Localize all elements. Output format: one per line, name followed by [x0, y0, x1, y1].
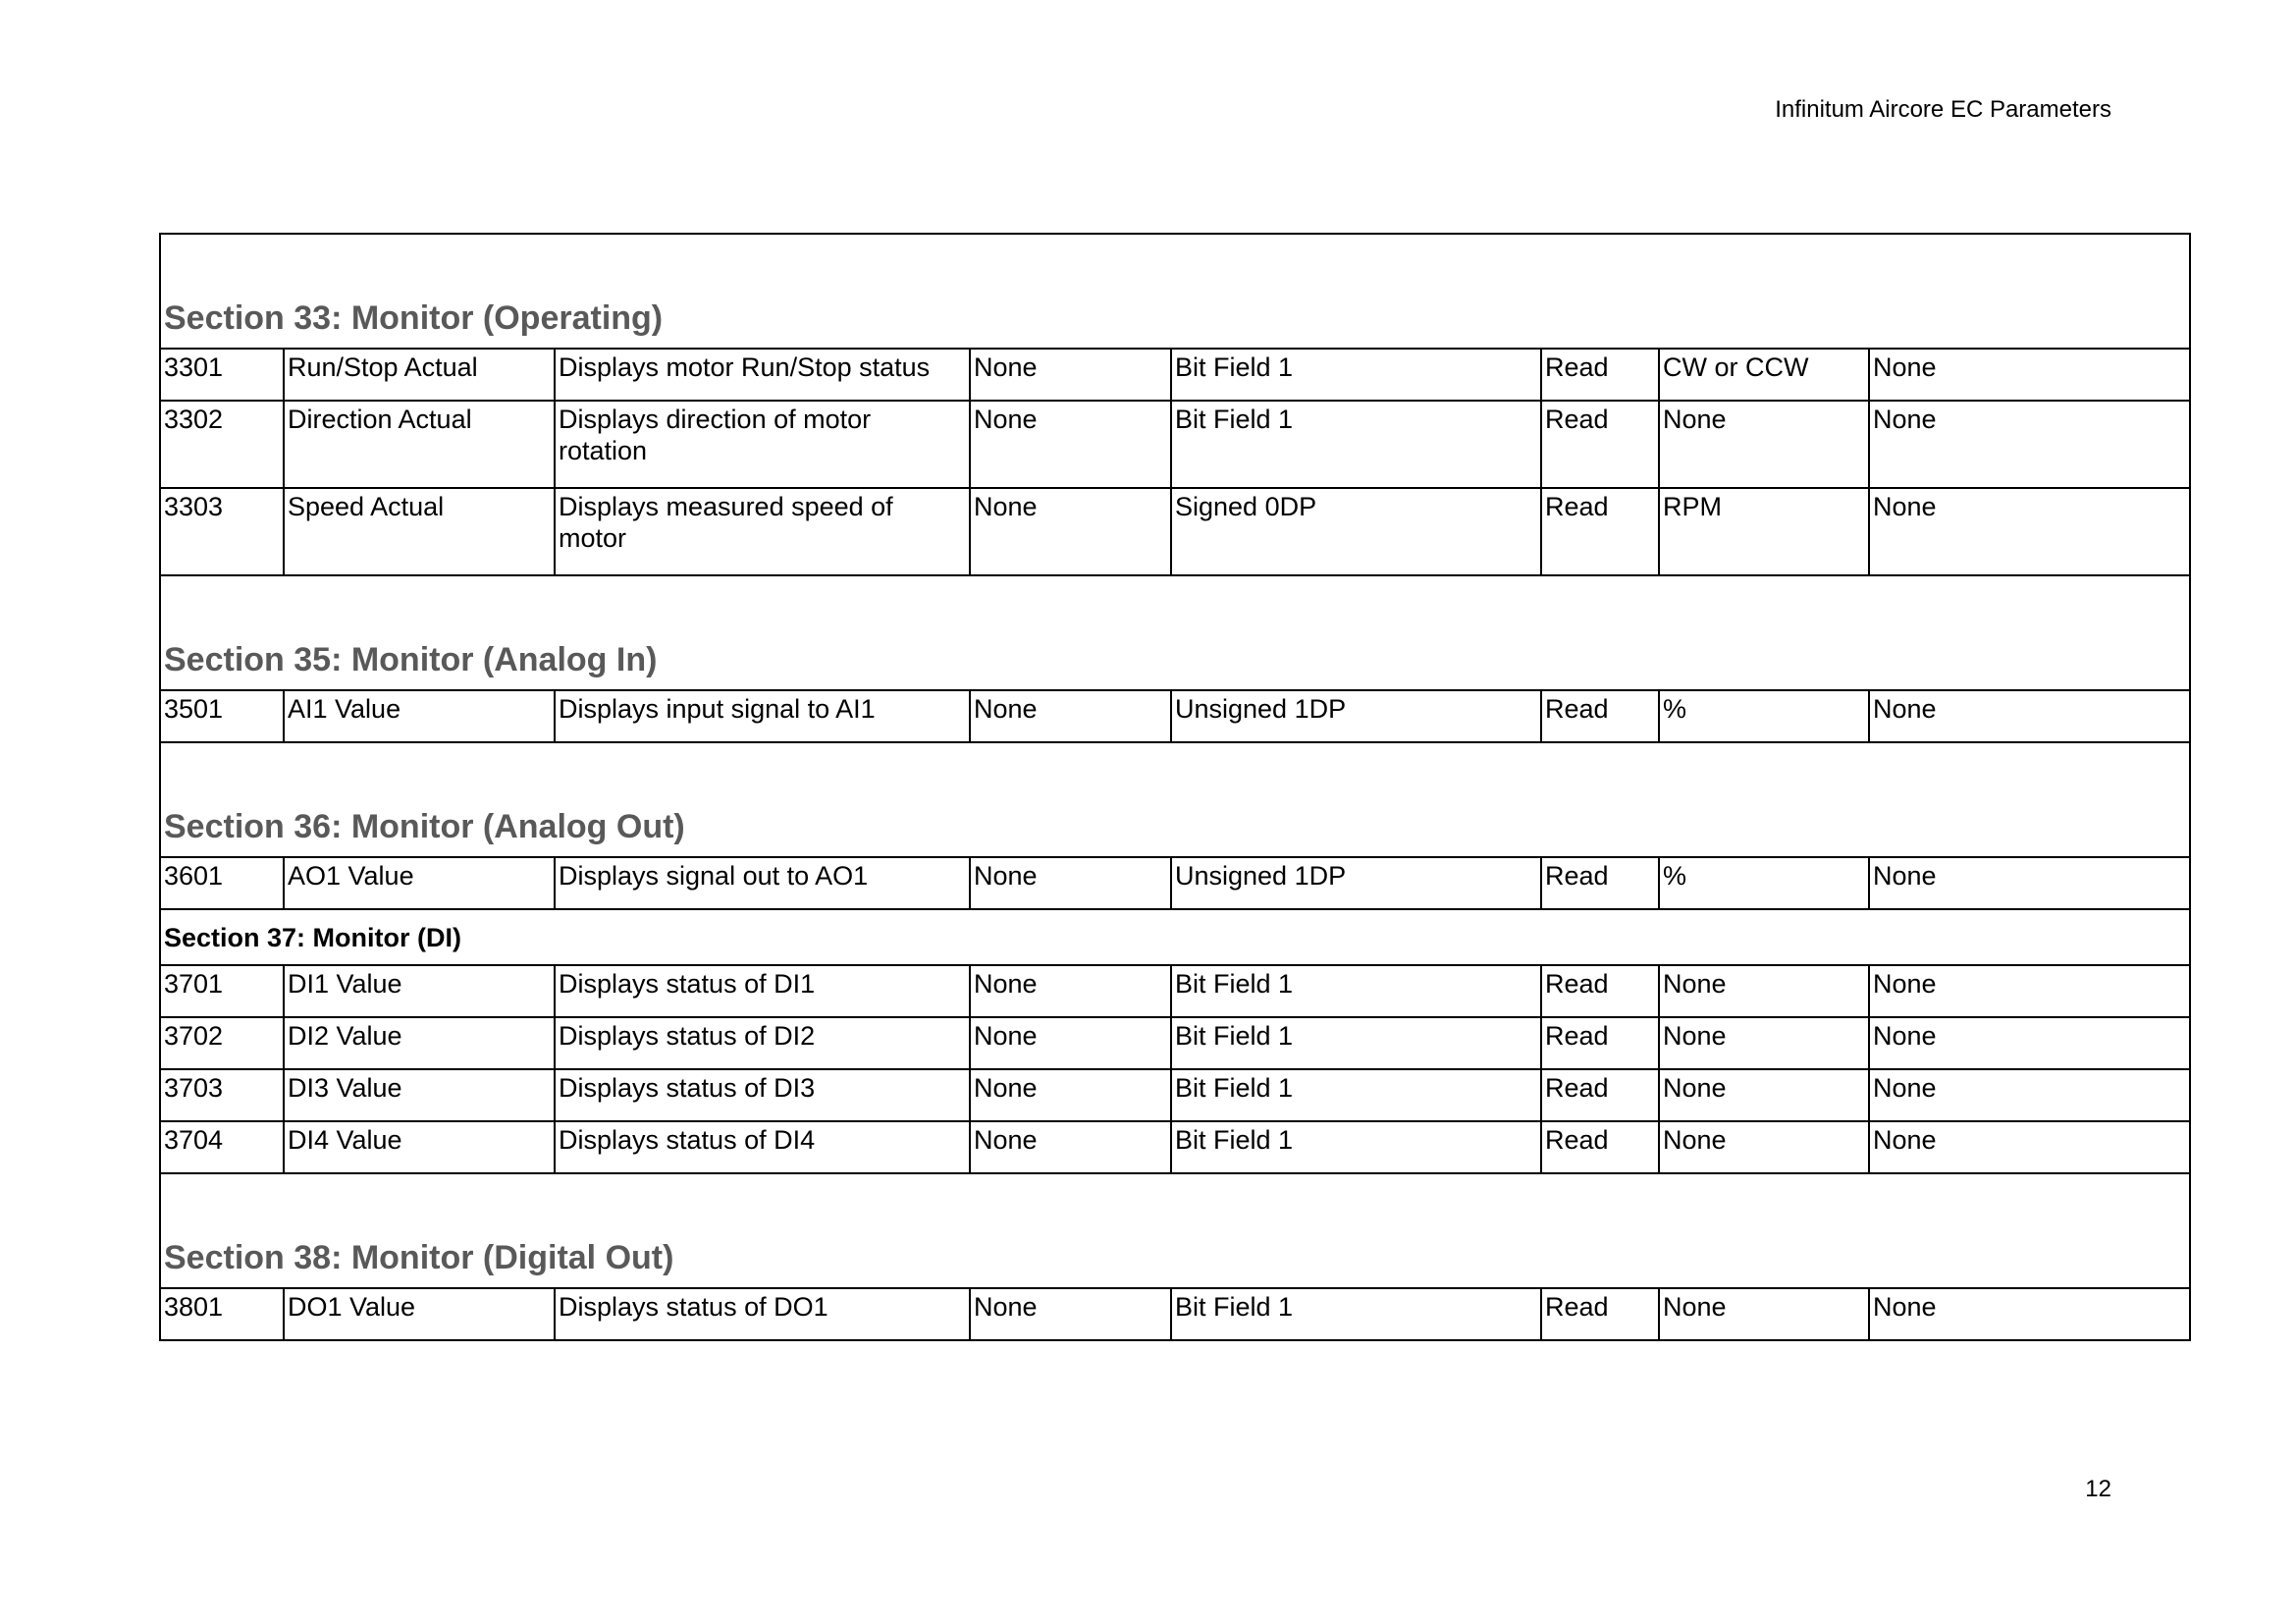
param-id-cell: 3702	[160, 1017, 284, 1069]
param-name-cell: DI1 Value	[284, 965, 555, 1017]
units-cell: None	[1659, 401, 1869, 488]
scaling-cell: None	[970, 349, 1171, 401]
param-name-cell: DO1 Value	[284, 1288, 555, 1340]
scaling-cell: None	[970, 1121, 1171, 1173]
format-cell: Bit Field 1	[1171, 965, 1541, 1017]
param-name-cell: Speed Actual	[284, 488, 555, 575]
scaling-cell: None	[970, 401, 1171, 488]
section-header-row	[160, 909, 2190, 965]
param-name-cell: AO1 Value	[284, 857, 555, 909]
param-id-cell: 3601	[160, 857, 284, 909]
format-cell: Unsigned 1DP	[1171, 857, 1541, 909]
scaling-cell: None	[970, 1288, 1171, 1340]
description-cell: Displays status of DI3	[555, 1069, 970, 1121]
param-name-cell: DI3 Value	[284, 1069, 555, 1121]
param-name-cell: Direction Actual	[284, 401, 555, 488]
default-cell: None	[1869, 488, 2190, 575]
access-cell: Read	[1541, 857, 1659, 909]
param-id-cell: 3501	[160, 690, 284, 742]
access-cell: Read	[1541, 1121, 1659, 1173]
section-title: Section 35: Monitor (Analog In)	[160, 575, 2190, 690]
scaling-cell: None	[970, 1069, 1171, 1121]
section-header-row	[160, 234, 2190, 349]
param-id-cell: 3701	[160, 965, 284, 1017]
access-cell: Read	[1541, 1069, 1659, 1121]
section-title: Section 38: Monitor (Digital Out)	[160, 1173, 2190, 1288]
default-cell: None	[1869, 1069, 2190, 1121]
page-number: 12	[2085, 1476, 2111, 1502]
description-cell: Displays status of DO1	[555, 1288, 970, 1340]
parameters-table-body	[160, 234, 2190, 1340]
scaling-cell: None	[970, 488, 1171, 575]
description-cell: Displays status of DI2	[555, 1017, 970, 1069]
format-cell: Bit Field 1	[1171, 349, 1541, 401]
table-row	[160, 1069, 2190, 1121]
description-cell: Displays status of DI4	[555, 1121, 970, 1173]
description-cell: Displays direction of motor rotation	[555, 401, 970, 488]
format-cell: Bit Field 1	[1171, 1017, 1541, 1069]
param-id-cell: 3303	[160, 488, 284, 575]
default-cell: None	[1869, 690, 2190, 742]
section-header-row	[160, 1173, 2190, 1288]
param-id-cell: 3301	[160, 349, 284, 401]
units-cell: None	[1659, 965, 1869, 1017]
format-cell: Bit Field 1	[1171, 401, 1541, 488]
access-cell: Read	[1541, 401, 1659, 488]
description-cell: Displays signal out to AO1	[555, 857, 970, 909]
table-row	[160, 349, 2190, 401]
section-title: Section 33: Monitor (Operating)	[160, 234, 2190, 349]
format-cell: Bit Field 1	[1171, 1288, 1541, 1340]
access-cell: Read	[1541, 965, 1659, 1017]
default-cell: None	[1869, 1288, 2190, 1340]
default-cell: None	[1869, 349, 2190, 401]
access-cell: Read	[1541, 1288, 1659, 1340]
parameters-table	[159, 233, 2191, 1341]
table-row	[160, 965, 2190, 1017]
default-cell: None	[1869, 857, 2190, 909]
units-cell: None	[1659, 1288, 1869, 1340]
section-header-row	[160, 742, 2190, 857]
units-cell: None	[1659, 1017, 1869, 1069]
table-row	[160, 401, 2190, 488]
units-cell: RPM	[1659, 488, 1869, 575]
param-name-cell: DI2 Value	[284, 1017, 555, 1069]
default-cell: None	[1869, 401, 2190, 488]
scaling-cell: None	[970, 690, 1171, 742]
description-cell: Displays motor Run/Stop status	[555, 349, 970, 401]
param-name-cell: Run/Stop Actual	[284, 349, 555, 401]
format-cell: Unsigned 1DP	[1171, 690, 1541, 742]
section-title: Section 37: Monitor (DI)	[160, 909, 2190, 965]
units-cell: %	[1659, 690, 1869, 742]
access-cell: Read	[1541, 349, 1659, 401]
table-row	[160, 1017, 2190, 1069]
scaling-cell: None	[970, 965, 1171, 1017]
section-title: Section 36: Monitor (Analog Out)	[160, 742, 2190, 857]
format-cell: Bit Field 1	[1171, 1121, 1541, 1173]
description-cell: Displays measured speed of motor	[555, 488, 970, 575]
access-cell: Read	[1541, 488, 1659, 575]
table-row	[160, 1288, 2190, 1340]
table-row	[160, 857, 2190, 909]
description-cell: Displays status of DI1	[555, 965, 970, 1017]
param-id-cell: 3703	[160, 1069, 284, 1121]
format-cell: Bit Field 1	[1171, 1069, 1541, 1121]
param-name-cell: AI1 Value	[284, 690, 555, 742]
access-cell: Read	[1541, 1017, 1659, 1069]
param-name-cell: DI4 Value	[284, 1121, 555, 1173]
units-cell: None	[1659, 1121, 1869, 1173]
table-row	[160, 690, 2190, 742]
param-id-cell: 3302	[160, 401, 284, 488]
page-header-title: Infinitum Aircore EC Parameters	[1775, 96, 2111, 123]
section-header-row	[160, 575, 2190, 690]
format-cell: Signed 0DP	[1171, 488, 1541, 575]
scaling-cell: None	[970, 857, 1171, 909]
description-cell: Displays input signal to AI1	[555, 690, 970, 742]
default-cell: None	[1869, 1121, 2190, 1173]
table-row	[160, 488, 2190, 575]
param-id-cell: 3704	[160, 1121, 284, 1173]
units-cell: %	[1659, 857, 1869, 909]
table-row	[160, 1121, 2190, 1173]
default-cell: None	[1869, 1017, 2190, 1069]
units-cell: CW or CCW	[1659, 349, 1869, 401]
access-cell: Read	[1541, 690, 1659, 742]
default-cell: None	[1869, 965, 2190, 1017]
units-cell: None	[1659, 1069, 1869, 1121]
scaling-cell: None	[970, 1017, 1171, 1069]
param-id-cell: 3801	[160, 1288, 284, 1340]
